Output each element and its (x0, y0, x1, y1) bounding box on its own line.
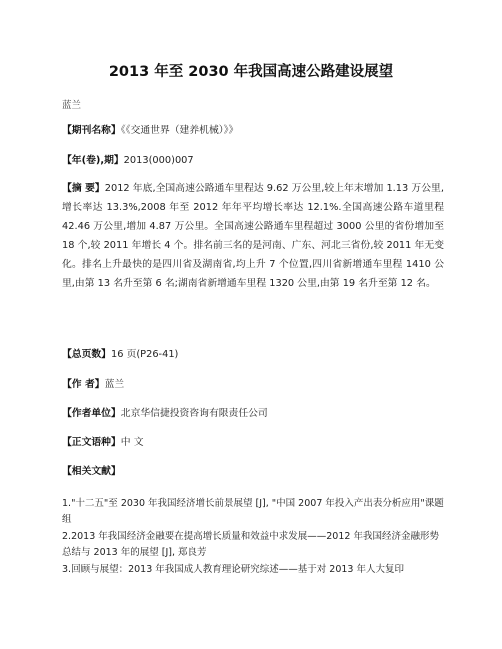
document-author: 蓝兰 (62, 100, 82, 111)
pages-field (62, 345, 442, 364)
journal-label: 【期刊名称】 (62, 125, 121, 136)
journal-value: 《《交通世界（建养机械）》》 (120, 125, 239, 136)
year-issue-field (62, 151, 442, 170)
authors-label: 【作 者】 (62, 379, 105, 390)
language-field (62, 433, 442, 452)
authors-value: 蓝兰 (104, 379, 125, 390)
references-heading (62, 462, 442, 481)
year-issue-label: 【年(卷),期】 (62, 155, 124, 166)
reference-item: 1."十二五"至 2030 年我国经济增长前景展望 [J], "中国 2007 年投入产出表分析应用"课题组 (62, 498, 444, 525)
abstract-text: 2012 年底,全国高速公路通车里程达 9.62 万公里,较上年末增加 1.13 万公里,增长率达 13.3%,2008 年至 2012 年年平均增长率达 12.1%.全国高速公路车道里程 42.46 万公里,增加 4.87 万公里。全国高速公路通车里程超过 3000 公里的省份增加至 18 个,较 2011 年增长 4 个。排名前三名的是河南、广东、河北三省份,较 2011 年无变化。排名上升最快的是四川省及湖南省,均上升 7 个位置,四川省新增通车里程 1410 公里,由第 13 名升至第 6 名;湖南省新增通车里程 1320 公里,由第 19 名升至第 12 名。 (62, 183, 444, 289)
document-title: 2013 年至 2030 年我国高速公路建设展望 (108, 64, 394, 80)
affiliation-field (62, 404, 442, 423)
language-label: 【正文语种】 (62, 437, 121, 448)
year-issue-value: 2013(000)007 (123, 155, 194, 166)
abstract-field (62, 179, 444, 293)
affiliation-value: 北京华信捷投资咨询有限责任公司 (120, 408, 268, 419)
pages-value: 16 页(P26-41) (110, 349, 179, 360)
reference-item: 3.回顾与展望：2013 年我国成人教育理论研究综述——基于对 2013 年人大复印 (62, 564, 404, 575)
references-label: 【相关文献】 (62, 466, 121, 477)
abstract-label: 【摘 要】 (62, 183, 105, 194)
affiliation-label: 【作者单位】 (62, 408, 121, 419)
reference-list (62, 496, 444, 580)
authors-field (62, 375, 442, 394)
pages-label: 【总页数】 (62, 349, 111, 360)
reference-item: 2.2013 年我国经济金融要在提高增长质量和效益中求发展——2012 年我国经济金融形势总结与 2013 年的展望 [J], 郑良芳 (62, 531, 439, 558)
journal-field (62, 121, 442, 140)
language-value: 中 文 (120, 437, 144, 448)
